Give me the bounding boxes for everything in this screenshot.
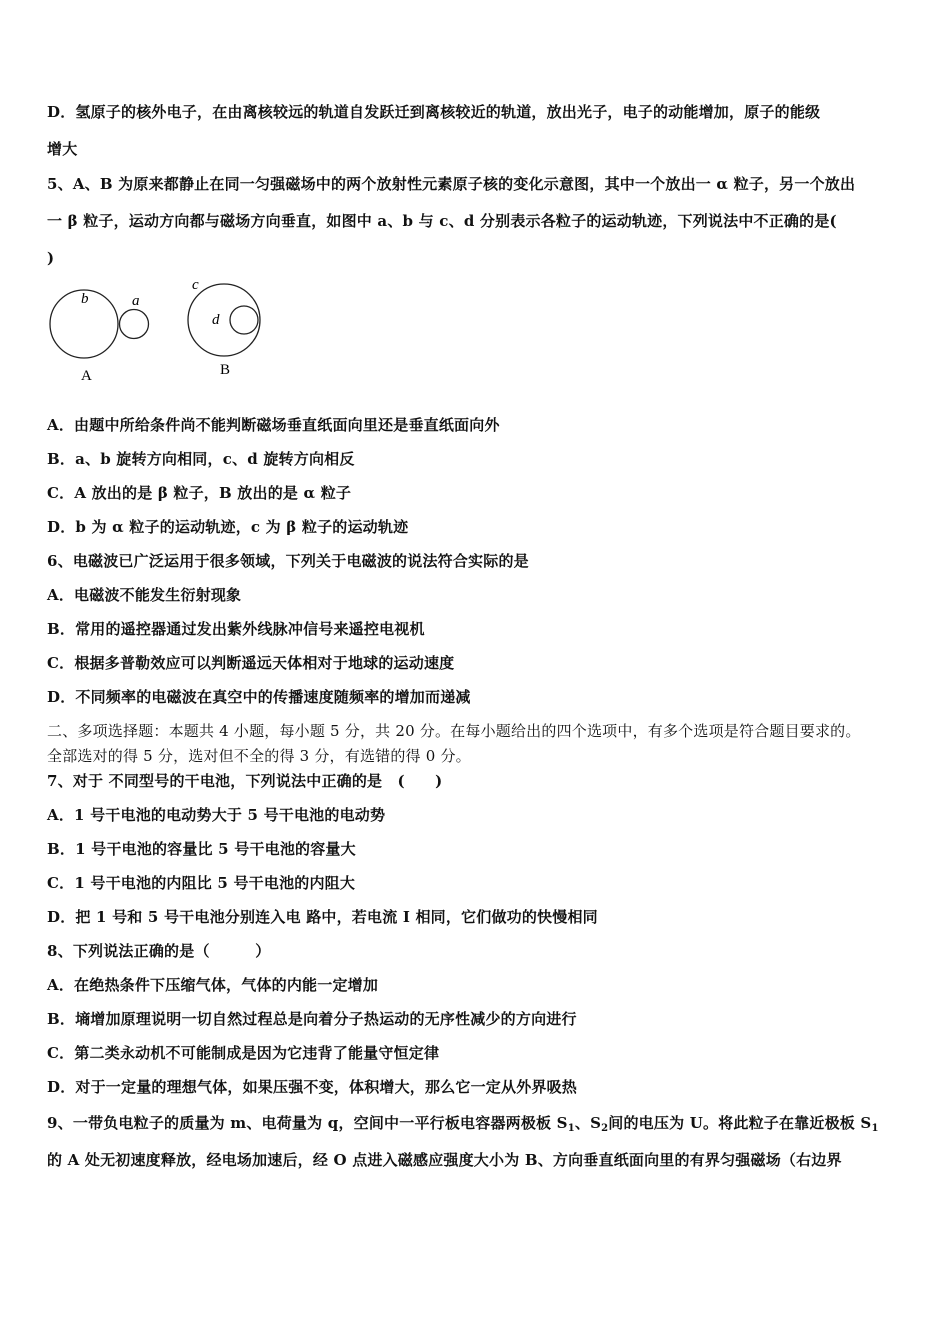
q6-option-b: B．常用的遥控器通过发出紫外线脉冲信号来遥控电视机	[47, 620, 425, 638]
q6-option-a: A．电磁波不能发生衍射现象	[47, 586, 242, 604]
section2-heading-line2: 全部选对的得 5 分，选对但不全的得 3 分，有选错的得 0 分。	[47, 747, 471, 765]
q6-option-c: C．根据多普勒效应可以判断遥远天体相对于地球的运动速度	[47, 654, 455, 672]
section2-heading-line1: 二、多项选择题：本题共 4 小题，每小题 5 分，共 20 分。在每小题给出的四个选项中，有多个选项是符合题目要求的。	[47, 722, 861, 740]
label-d: d	[212, 312, 220, 328]
q6-option-d: D．不同频率的电磁波在真空中的传播速度随频率的增加而递减	[47, 688, 471, 706]
q5-option-a: A．由题中所给条件尚不能判断磁场垂直纸面向里还是垂直纸面向外	[47, 416, 500, 434]
q5-option-c: C．A 放出的是 β 粒子，B 放出的是 α 粒子	[47, 484, 352, 502]
q9-stem-line1	[47, 1113, 879, 1139]
q7-option-d: D．把 1 号和 5 号干电池分别连入电 路中，若电流 I 相同，它们做功的快慢相同	[47, 908, 598, 926]
q4-option-d-line2: 增大	[47, 140, 78, 158]
caption-b: B	[220, 362, 231, 378]
track-d-circle	[230, 306, 258, 334]
q8-option-a: A．在绝热条件下压缩气体，气体的内能一定增加	[47, 976, 379, 994]
q9-sub3: 1	[871, 1123, 879, 1134]
q9-stem-line2: 的 A 处无初速度释放，经电场加速后，经 O 点进入磁感应强度大小为 B、方向垂直纸面向里的有界匀强磁场（右边界	[47, 1151, 842, 1169]
q5-figure	[44, 276, 274, 388]
q5-stem-line2: 一 β 粒子，运动方向都与磁场方向垂直，如图中 a、b 与 c、d 分别表示各粒子的运动轨迹，下列说法中不正确的是(	[47, 212, 837, 230]
q5-stem-line1: 5、A、B 为原来都静止在同一匀强磁场中的两个放射性元素原子核的变化示意图，其中一个放出一 α 粒子，另一个放出	[47, 175, 856, 193]
q7-option-c: C．1 号干电池的内阻比 5 号干电池的内阻大	[47, 874, 356, 892]
label-b: b	[81, 291, 89, 307]
q7-option-a: A．1 号干电池的电动势大于 5 号干电池的电动势	[47, 806, 386, 824]
q5-option-b: B．a、b 旋转方向相同，c、d 旋转方向相反	[47, 450, 355, 468]
caption-a: A	[81, 368, 92, 384]
q5-stem-line3: )	[47, 249, 55, 267]
q4-option-d-line1: D．氢原子的核外电子，在由离核较远的轨道自发跃迁到离核较近的轨道，放出光子，电子的动能增加，原子的能级	[47, 103, 821, 121]
track-c-circle	[188, 284, 260, 356]
q7-option-b: B．1 号干电池的容量比 5 号干电池的容量大	[47, 840, 356, 858]
q9-line1-part2: 、S	[574, 1114, 602, 1132]
q8-option-c: C．第二类永动机不可能制成是因为它违背了能量守恒定律	[47, 1044, 440, 1062]
label-c: c	[192, 277, 199, 293]
label-a: a	[132, 293, 140, 309]
q9-sub1: 1	[567, 1123, 575, 1134]
q8-stem: 8、下列说法正确的是（ ）	[47, 942, 271, 960]
q8-option-b: B．墒增加原理说明一切自然过程总是向着分子热运动的无序性减少的方向进行	[47, 1010, 577, 1028]
q9-line1-part3: 间的电压为 U。将此粒子在靠近极板 S	[608, 1114, 872, 1132]
q6-stem: 6、电磁波已广泛运用于很多领域，下列关于电磁波的说法符合实际的是	[47, 552, 529, 570]
q9-sub2: 2	[601, 1123, 609, 1134]
track-a-circle	[120, 310, 149, 339]
q5-option-d: D．b 为 α 粒子的运动轨迹，c 为 β 粒子的运动轨迹	[47, 518, 409, 536]
q9-line1-part1: 9、一带负电粒子的质量为 m、电荷量为 q，空间中一平行板电容器两极板 S	[47, 1114, 568, 1132]
q8-option-d: D．对于一定量的理想气体，如果压强不变，体积增大，那么它一定从外界吸热	[47, 1078, 578, 1096]
q7-stem: 7、对于 不同型号的干电池，下列说法中正确的是 ( )	[47, 772, 443, 790]
